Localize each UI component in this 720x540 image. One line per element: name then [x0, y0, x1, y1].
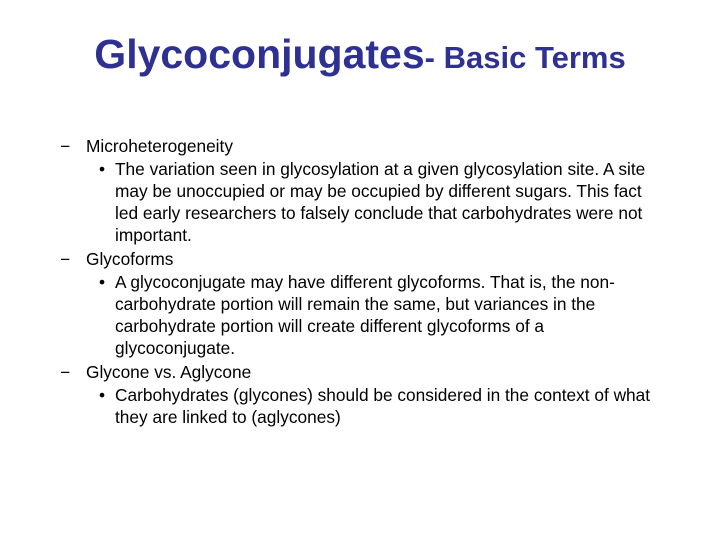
definition-glycoforms — [0, 271, 660, 359]
term-label: Glycoforms — [86, 249, 174, 269]
definition-text: Carbohydrates (glycones) should be considered in the context of what they are linked to (aglycones) — [115, 385, 651, 427]
dash-marker: − — [60, 136, 71, 156]
bullet-marker: • — [99, 272, 106, 292]
definition-glycone-vs-aglycone — [0, 384, 660, 428]
term-item-glycone-vs-aglycone — [0, 360, 720, 384]
slide-title — [0, 31, 720, 77]
bullet-list — [0, 134, 720, 429]
definition-text: The variation seen in glycosylation at a given glycosylation site. A site may be unoccupied or may be occupied by different sugars. This fact led early researchers to falsely conclude that carbohydrates were not important. — [115, 159, 646, 245]
term-label: Glycone vs. Aglycone — [86, 362, 252, 382]
definition-microheterogeneity — [0, 158, 660, 246]
title-main: Glycoconjugates — [94, 31, 425, 77]
bullet-marker: • — [99, 385, 106, 405]
title-subtitle: - Basic Terms — [424, 40, 626, 75]
definition-text: A glycoconjugate may have different glycoforms. That is, the non-carbohydrate portion will remain the same, but variances in the carbohydrate portion will create different glycoforms of a glycoconjugate. — [115, 272, 615, 358]
term-item-glycoforms — [0, 247, 720, 271]
dash-marker: − — [60, 362, 71, 382]
term-label: Microheterogeneity — [86, 136, 233, 156]
dash-marker: − — [60, 249, 71, 269]
bullet-marker: • — [99, 159, 106, 179]
term-item-microheterogeneity — [0, 134, 720, 158]
